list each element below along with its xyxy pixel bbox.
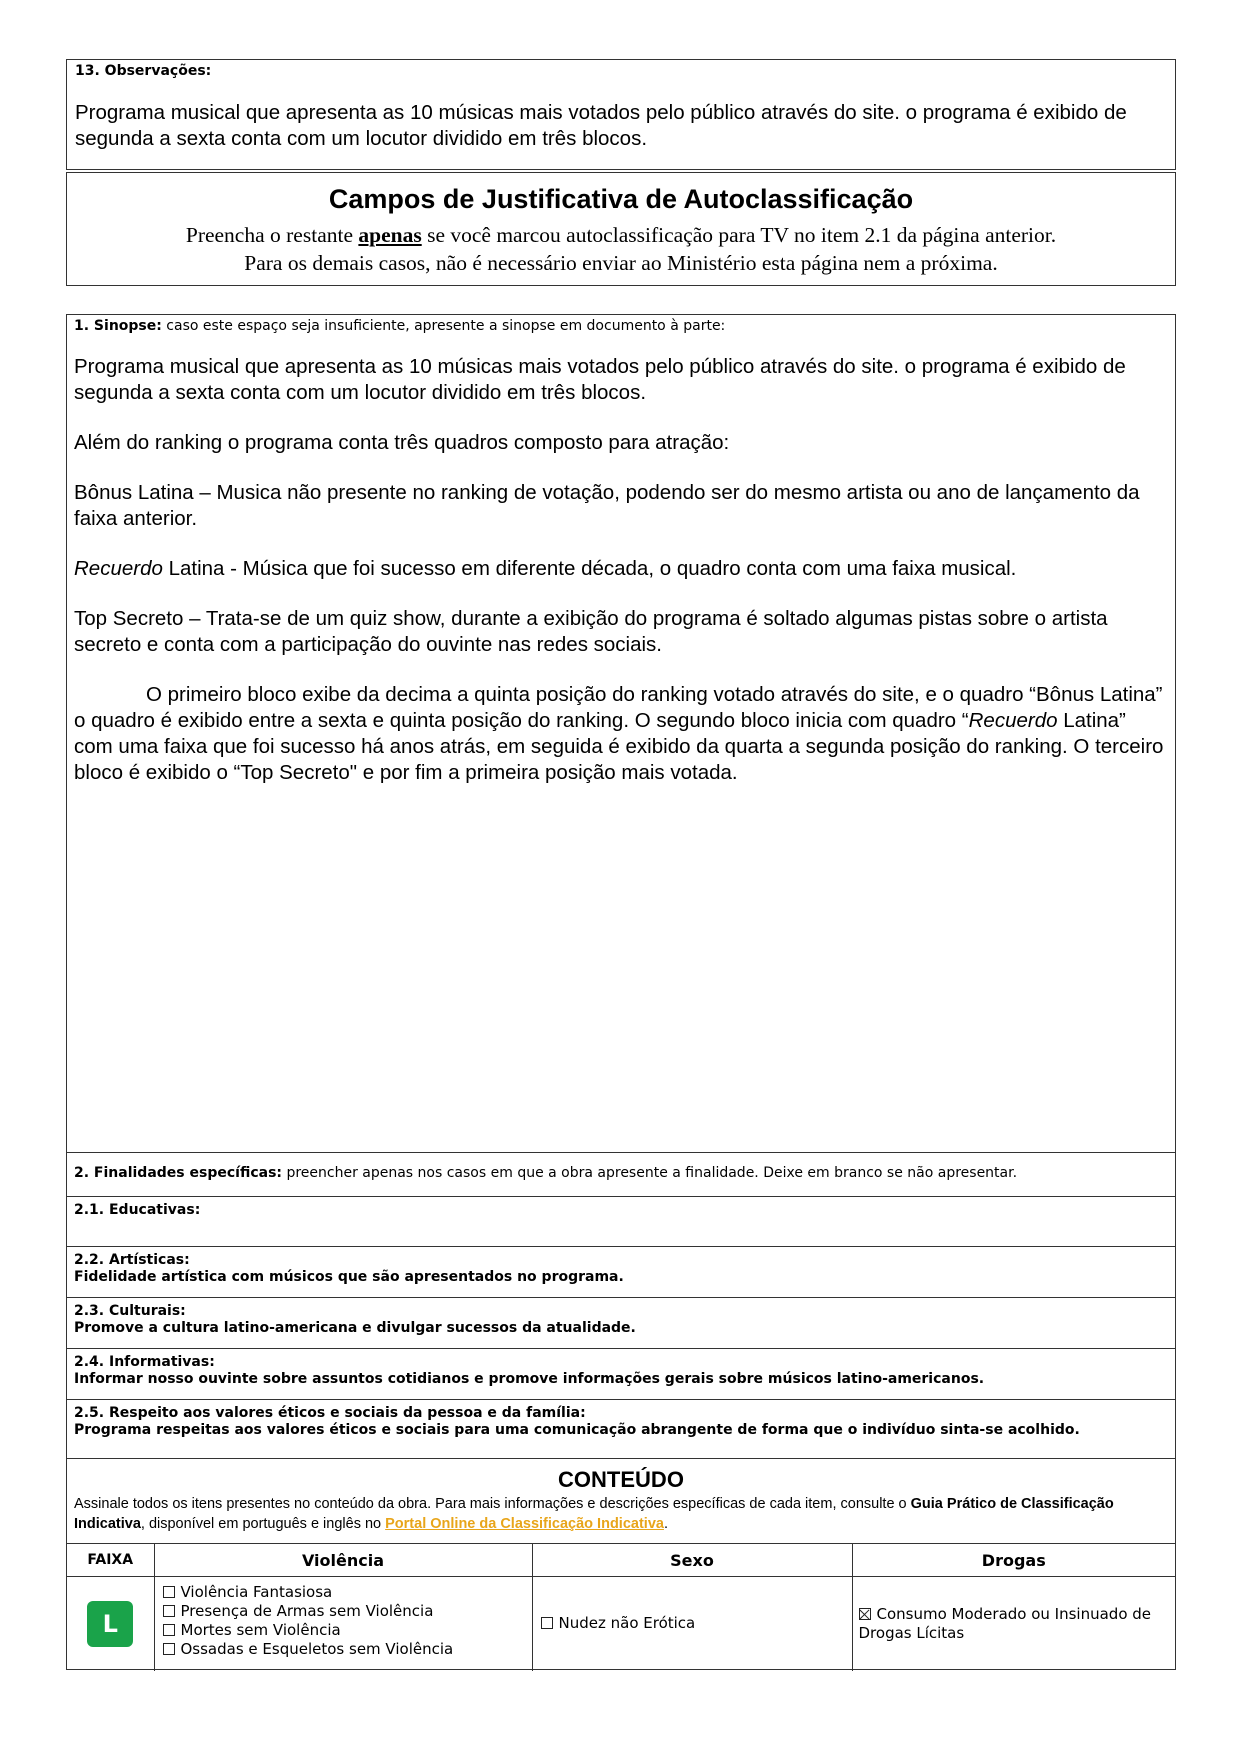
drogas-cell bbox=[852, 1577, 1175, 1671]
drogas-option-1[interactable]: Consumo Moderado ou Insinuado de Drogas Lícitas bbox=[858, 1604, 1152, 1642]
finalidades-header bbox=[67, 1152, 1175, 1196]
sinopse-p1: Programa musical que apresenta as 10 músicas mais votados pelo público através do site. o programa é exibido de segunda a sexta conta com um locutor dividido em três blocos. bbox=[74, 355, 1126, 404]
finalidade-culturais bbox=[67, 1297, 1175, 1348]
violencia-cell bbox=[154, 1577, 532, 1671]
observacoes-label: 13. Observações: bbox=[75, 63, 212, 79]
justificativa-line2: Para os demais casos, não é necessário enviar ao Ministério esta página nem a próxima. bbox=[244, 251, 998, 275]
violencia-option-3[interactable]: Mortes sem Violência bbox=[163, 1621, 524, 1640]
header-violencia: Violência bbox=[154, 1544, 532, 1577]
emphasis-apenas: apenas bbox=[358, 223, 422, 247]
respeito-label: 2.5. Respeito aos valores éticos e sociais da pessoa e da família: bbox=[74, 1405, 586, 1421]
checked-checkbox-icon[interactable] bbox=[859, 1608, 871, 1620]
conteudo-table bbox=[67, 1543, 1175, 1671]
informativas-value: Informar nosso ouvinte sobre assuntos cotidianos e promove informações gerais sobre músicos latino-americanos. bbox=[74, 1371, 985, 1387]
artisticas-value: Fidelidade artística com músicos que são apresentados no programa. bbox=[74, 1269, 624, 1285]
observacoes-section bbox=[66, 59, 1176, 170]
faixa-cell bbox=[67, 1577, 154, 1671]
sinopse-section bbox=[67, 315, 1175, 1152]
justificativa-line1: Preencha o restante apenas se você marcou autoclassificação para TV no item 2.1 da página anterior. bbox=[185, 223, 1057, 247]
main-form bbox=[66, 314, 1176, 1670]
observacoes-text: Programa musical que apresenta as 10 músicas mais votados pelo público através do site. o programa é exibido de segunda a sexta conta com um locutor dividido em três blocos. bbox=[75, 101, 1127, 150]
sinopse-hint: caso este espaço seja insuficiente, apresente a sinopse em documento à parte: bbox=[161, 318, 726, 334]
violencia-option-2[interactable]: Presença de Armas sem Violência bbox=[163, 1602, 524, 1621]
conteudo-section bbox=[67, 1458, 1175, 1543]
justificativa-header bbox=[66, 172, 1176, 286]
culturais-value: Promove a cultura latino-americana e divulgar sucessos da atualidade. bbox=[74, 1320, 636, 1336]
checkbox-icon[interactable] bbox=[163, 1605, 175, 1617]
faixa-badge-l: L bbox=[87, 1601, 133, 1647]
checkbox-icon[interactable] bbox=[163, 1624, 175, 1636]
respeito-value: Programa respeitas aos valores éticos e sociais para uma comunicação abrangente de forma que o indivíduo sinta-se acolhido. bbox=[74, 1422, 1080, 1438]
finalidade-respeito bbox=[67, 1399, 1175, 1458]
conteudo-title: CONTEÚDO bbox=[558, 1467, 684, 1492]
finalidades-hint: preencher apenas nos casos em que a obra apresente a finalidade. Deixe em branco se não apresentar. bbox=[282, 1165, 1018, 1181]
finalidades-label: 2. Finalidades específicas: bbox=[74, 1165, 282, 1181]
sinopse-label-line bbox=[74, 318, 725, 334]
sinopse-p5: Top Secreto – Trata-se de um quiz show, durante a exibição do programa é soltado algumas pistas sobre o artista secreto e conta com a participação do ouvinte nas redes sociais. bbox=[74, 607, 1108, 656]
header-drogas: Drogas bbox=[852, 1544, 1175, 1577]
header-sexo: Sexo bbox=[532, 1544, 852, 1577]
sinopse-label: 1. Sinopse: bbox=[74, 318, 162, 334]
checkbox-icon[interactable] bbox=[163, 1643, 175, 1655]
culturais-label: 2.3. Culturais: bbox=[74, 1303, 186, 1319]
sinopse-p6: O primeiro bloco exibe da decima a quinta posição do ranking votado através do site, e o quadro “Bônus Latina” o quadro é exibido entre a sexta e quinta posição do ranking. O segundo bloco inicia com quadro “Recuerdo Latina” com uma faixa que foi sucesso há anos atrás, em seguida é exibido da quarta a segunda posição do ranking. O terceiro bloco é exibido o “Top Secreto" e por fim a primeira posição mais votada. bbox=[74, 683, 1164, 784]
checkbox-icon[interactable] bbox=[163, 1586, 175, 1598]
finalidade-artisticas bbox=[67, 1246, 1175, 1297]
informativas-label: 2.4. Informativas: bbox=[74, 1354, 215, 1370]
sinopse-p3: Bônus Latina – Musica não presente no ranking de votação, podendo ser do mesmo artista ou ano de lançamento da faixa anterior. bbox=[74, 481, 1140, 530]
sinopse-p2: Além do ranking o programa conta três quadros composto para atração: bbox=[74, 431, 730, 454]
educativas-label: 2.1. Educativas: bbox=[74, 1202, 201, 1218]
portal-link[interactable]: Portal Online da Classificação Indicativa bbox=[385, 1516, 664, 1532]
violencia-option-4[interactable]: Ossadas e Esqueletos sem Violência bbox=[163, 1640, 524, 1659]
checkbox-icon[interactable] bbox=[541, 1617, 553, 1629]
sexo-cell bbox=[532, 1577, 852, 1671]
finalidade-educativas bbox=[67, 1196, 1175, 1246]
header-faixa: FAIXA bbox=[67, 1544, 154, 1577]
justificativa-title: Campos de Justificativa de Autoclassificação bbox=[328, 184, 914, 214]
sexo-option-1[interactable]: Nudez não Erótica bbox=[541, 1614, 844, 1633]
violencia-option-1[interactable]: Violência Fantasiosa bbox=[163, 1583, 524, 1602]
finalidade-informativas bbox=[67, 1348, 1175, 1399]
sinopse-p4: Recuerdo Latina - Música que foi sucesso em diferente década, o quadro conta com uma faixa musical. bbox=[74, 557, 1017, 580]
conteudo-description: Assinale todos os itens presentes no conteúdo da obra. Para mais informações e descrições específicas de cada item, consulte o Guia Prático de Classificação Indicativa, disponível em português e inglês no Portal Online da Classificação Indicativa. bbox=[74, 1496, 1114, 1532]
artisticas-label: 2.2. Artísticas: bbox=[74, 1252, 190, 1268]
